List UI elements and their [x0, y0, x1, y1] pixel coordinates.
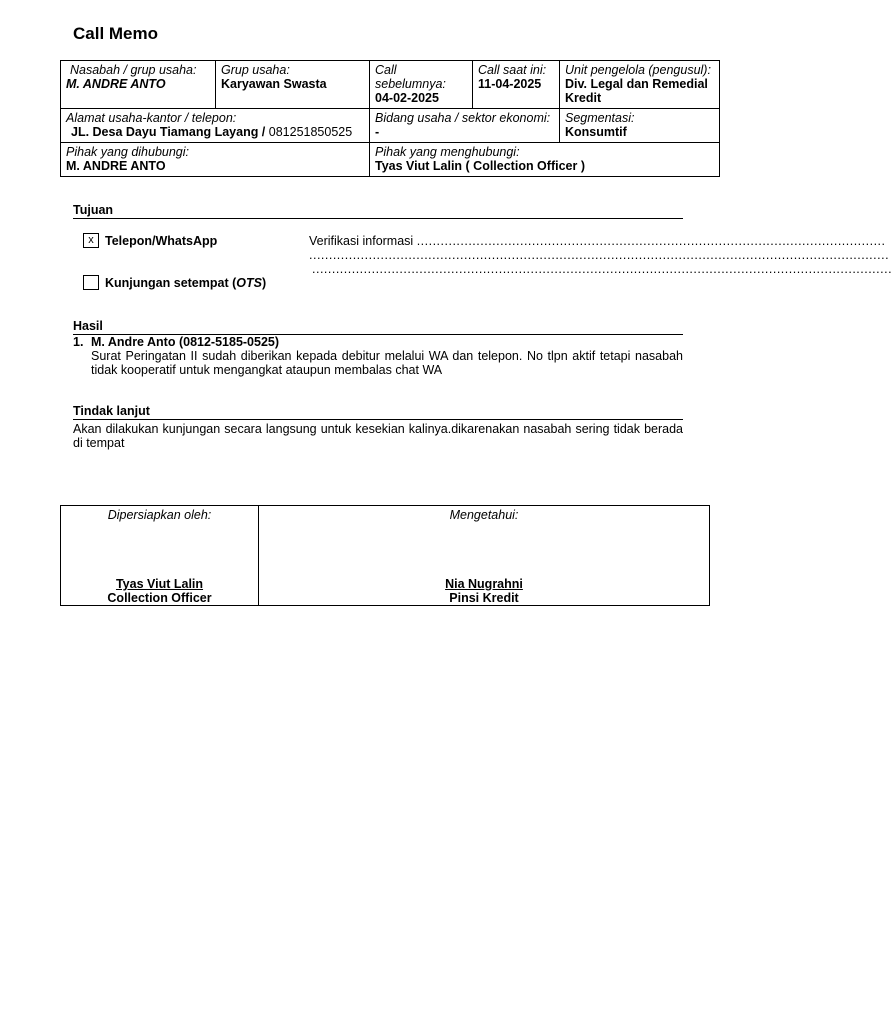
verification-line-3: .................................................................................................................................................. [312, 262, 892, 276]
prev-call-label: Call sebelumnya: [375, 63, 446, 91]
unit-cell [560, 61, 720, 109]
segment-cell [560, 109, 720, 143]
contacting-cell [370, 143, 720, 177]
customer-label: Nasabah / grup usaha: [70, 63, 197, 77]
contacting-label: Pihak yang menghubungi: [375, 145, 520, 159]
verification-line-2: .................................................................................................................................................. [309, 248, 890, 262]
segment-value: Konsumtif [565, 125, 627, 139]
phone-option-label: Telepon/WhatsApp [105, 234, 218, 248]
customer-value: M. ANDRE ANTO [66, 77, 166, 91]
prepared-by-name: Tyas Viut Lalin [115, 577, 204, 591]
visit-checkbox[interactable] [83, 275, 99, 290]
sector-label: Bidang usaha / sektor ekonomi: [375, 111, 551, 125]
current-call-cell [473, 61, 560, 109]
acknowledged-by-label: Mengetahui: [449, 508, 519, 522]
group-value: Karyawan Swasta [221, 77, 327, 91]
visit-option-label: Kunjungan setempat (OTS) [105, 276, 267, 290]
followup-text: Akan dilakukan kunjungan secara langsung untuk kesekian kalinya.dikarenakan nasabah sering tidak berada di tempat [73, 422, 683, 450]
contacted-value: M. ANDRE ANTO [66, 159, 166, 173]
sector-value: - [375, 125, 380, 139]
prev-call-value: 04-02-2025 [375, 91, 439, 105]
current-call-label: Call saat ini: [478, 63, 547, 77]
contacting-value: Tyas Viut Lalin ( Collection Officer ) [375, 159, 585, 173]
contacted-label: Pihak yang dihubungi: [66, 145, 190, 159]
page-title: Call Memo [73, 24, 159, 43]
prev-call-cell [370, 61, 473, 109]
signature-table [60, 505, 710, 606]
info-row-2 [61, 109, 720, 143]
phone-value: 081251850525 [268, 125, 353, 139]
verification-block [309, 234, 892, 276]
result-item-number: 1. [73, 335, 84, 349]
followup-heading: Tindak lanjut [73, 404, 683, 420]
group-label: Grup usaha: [221, 63, 290, 77]
result-heading: Hasil [73, 319, 683, 335]
address-label: Alamat usaha-kantor / telepon: [66, 111, 237, 125]
unit-label: Unit pengelola (pengusul): [565, 63, 711, 77]
contacted-cell [61, 143, 370, 177]
acknowledged-by-role: Pinsi Kredit [449, 591, 519, 605]
purpose-heading: Tujuan [73, 203, 683, 219]
customer-cell [61, 61, 216, 109]
customer-info-table [60, 60, 720, 177]
acknowledged-by-name: Nia Nugrahni [445, 577, 523, 591]
prepared-by-role: Collection Officer [107, 591, 212, 605]
address-value: JL. Desa Dayu Tiamang Layang / [71, 125, 266, 139]
result-item-name: M. Andre Anto (0812-5185-0525) [91, 335, 280, 349]
unit-value: Div. Legal dan Remedial Kredit [565, 77, 708, 105]
result-list-item [73, 335, 683, 377]
current-call-value: 11-04-2025 [478, 77, 542, 91]
verification-label: Verifikasi informasi [309, 234, 414, 248]
info-row-1 [61, 61, 720, 109]
phone-checkbox[interactable]: x [83, 233, 99, 248]
result-item-description: Surat Peringatan II sudah diberikan kepada debitur melalui WA dan telepon. No tlpn aktif tetapi nasabah tidak kooperatif untuk mengangkat ataupun membalas chat WA [91, 349, 683, 377]
verification-line-1: Verifikasi informasi ...................................................................................................................... [309, 234, 886, 248]
acknowledged-by-cell [259, 506, 710, 606]
sector-cell [370, 109, 560, 143]
group-cell [216, 61, 370, 109]
prepared-by-cell [61, 506, 259, 606]
info-row-3 [61, 143, 720, 177]
address-cell [61, 109, 370, 143]
prepared-by-label: Dipersiapkan oleh: [107, 508, 212, 522]
segment-label: Segmentasi: [565, 111, 635, 125]
